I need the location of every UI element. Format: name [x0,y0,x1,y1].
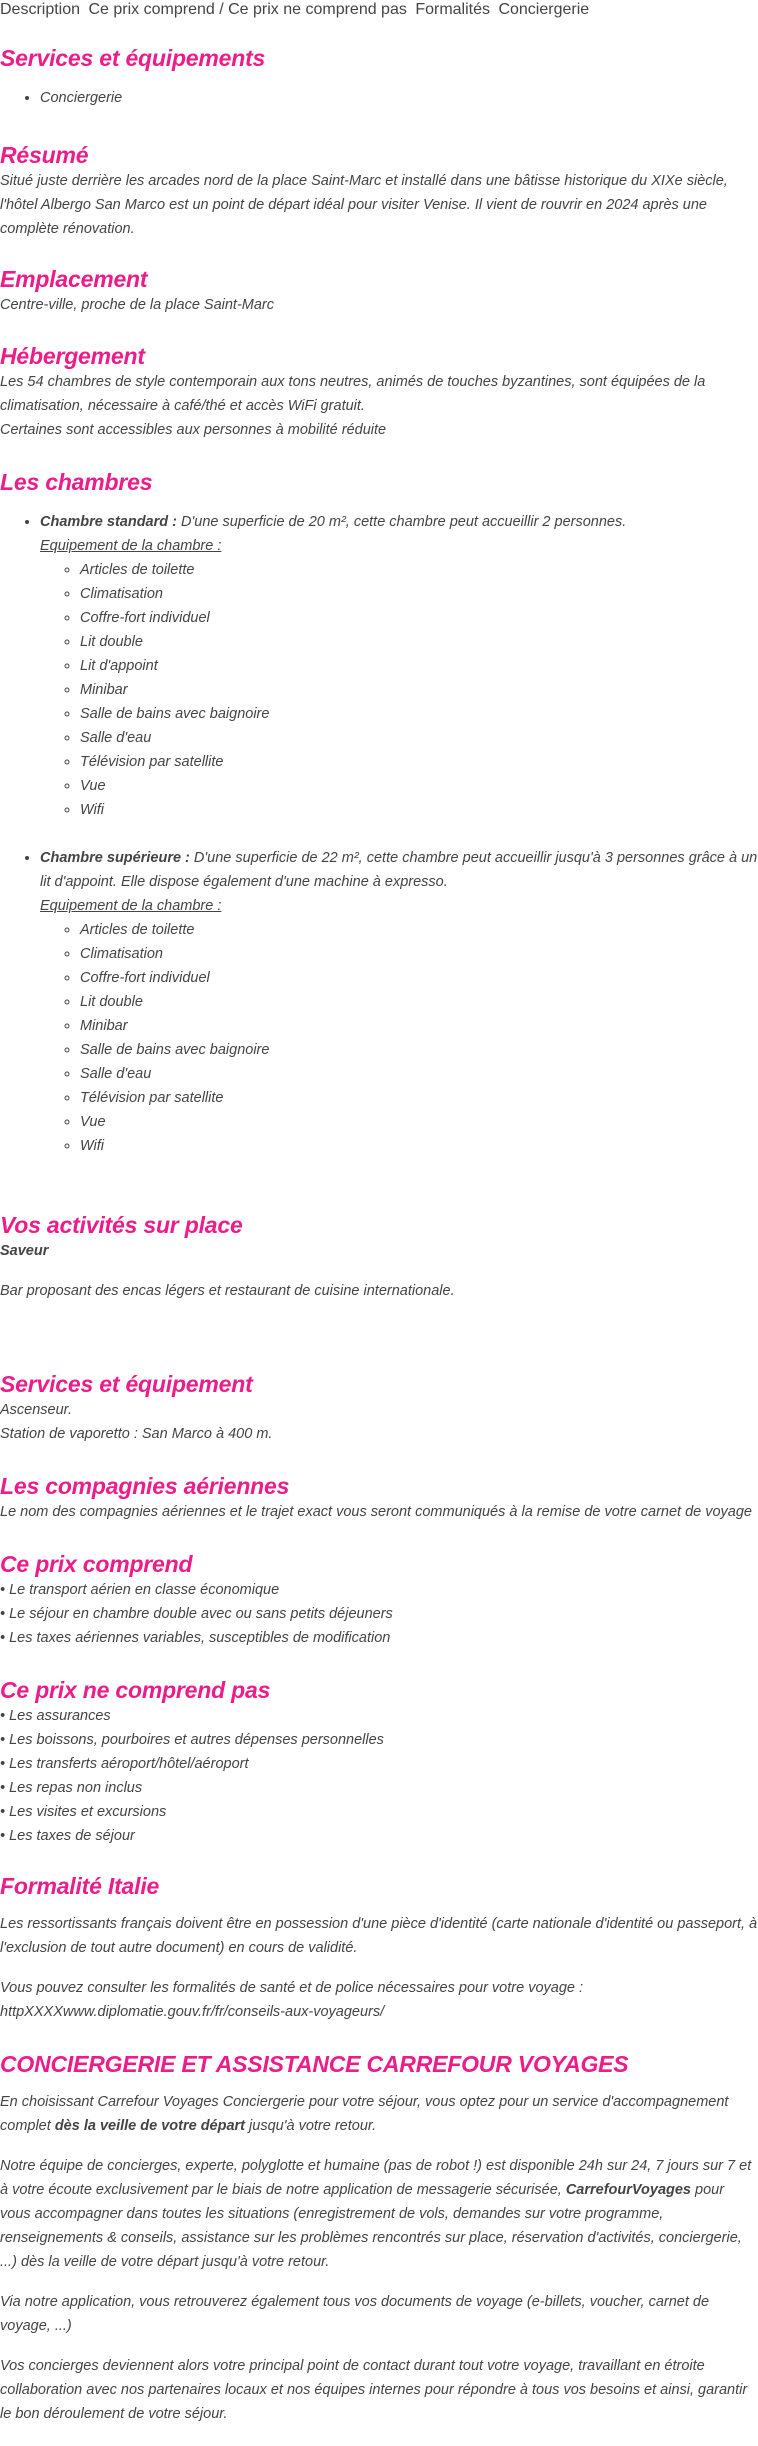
section-hebergement [0,342,758,442]
list-item: • Les transferts aéroport/hôtel/aéroport [0,1756,249,1772]
equipment-item: ◦ Climatisation [80,582,758,606]
equipment-item: ◦ Salle de bains avec baignoire [80,702,758,726]
section-resume [0,141,758,241]
equipment-item: ◦ Lit d'appoint [80,654,758,678]
section-title: Ce prix comprend [0,1551,193,1577]
section-emplacement [0,265,758,317]
nav-link-conciergerie[interactable]: Conciergerie [498,1,590,18]
section-title: Hébergement [0,343,145,369]
text-bold: dès la veille de votre départ [54,2118,246,2134]
text-span: jusqu'à votre retour. [245,2118,377,2134]
top-nav [0,0,758,20]
compagnies-text: Le nom des compagnies aériennes et le trajet exact vous seront communiqués à la remise de votre carnet de voyage [0,1504,752,1520]
room-name: Chambre supérieure : [40,850,190,866]
section-chambres [0,468,758,1158]
nav-link-formalites[interactable]: Formalités [415,1,490,18]
equipment-item: ◦ Coffre-fort individuel [80,606,758,630]
room-standard [40,510,758,822]
equipment-item: ◦ Salle de bains avec baignoire [80,1038,758,1062]
conciergerie-p4: Vos concierges deviennent alors votre principal point de contact durant tout votre voyage, travaillant en étroite collaboration avec nos partenaires locaux et nos équipes internes pour répondre à tous vos besoins et ainsi, garantir le bon déroulement de votre séjour. [0,2358,748,2422]
list-item: • Les assurances [0,1708,111,1724]
section-formalite [0,1872,758,2024]
equipment-item: ◦ Minibar [80,678,758,702]
activites-subtitle: Saveur [0,1243,49,1259]
conciergerie-p2 [0,2154,758,2274]
section-activites [0,1211,758,1303]
text-span: En choisissant Carrefour Voyages Conciergerie pour votre séjour, vous optez pour un service d'accompagnement complet [0,2094,729,2134]
section-services-equipements [0,44,758,110]
equipment-item: ◦ Articles de toilette [80,558,758,582]
equipment-item: ◦ Télévision par satellite [80,1086,758,1110]
section-title: Formalité Italie [0,1873,160,1899]
section-title: Résumé [0,142,89,168]
service-line: Ascenseur. [0,1402,72,1418]
equipment-item: ◦ Lit double [80,630,758,654]
activites-text: Bar proposant des encas légers et restaurant de cuisine internationale. [0,1283,455,1299]
text-span: pour vous accompagner dans toutes les situations (enregistrement de vols, demandes sur votre programme, renseignements & conseils, assistance sur les problèmes rencontrés sur place, réservation d'activités, conciergerie, ...) dès la veille de votre départ jusqu'à votre retour. [0,2182,742,2270]
equipment-item: ◦ Salle d'eau [80,726,758,750]
section-compagnies [0,1472,758,1524]
section-title: Services et équipements [0,45,266,71]
formalite-text-1: Les ressortissants français doivent être en possession d'une pièce d'identité (carte nationale d'identité ou passeport, à l'exclusion de tout autre document) en cours de validité. [0,1916,758,1956]
equipment-item: ◦ Wifi [80,798,758,822]
equipment-item: ◦ Coffre-fort individuel [80,966,758,990]
equipment-item: ◦ Articles de toilette [80,918,758,942]
equipment-item: ◦ Minibar [80,1014,758,1038]
hebergement-text-2: Certaines sont accessibles aux personnes à mobilité réduite [0,422,387,438]
equipment-item: ◦ Wifi [80,1134,758,1158]
equipment-item: ◦ Vue [80,774,758,798]
section-prix-ne-comprend [0,1676,758,1848]
resume-text: Situé juste derrière les arcades nord de la place Saint-Marc et installé dans une bâtisse historique du XIXe siècle, l'hôtel Albergo San Marco est un point de départ idéal pour visiter Venise. Il vient de rouvrir en 2024 après une complète rénovation. [0,173,728,237]
list-item: • Les boissons, pourboires et autres dépenses personnelles [0,1732,384,1748]
section-prix-comprend [0,1550,758,1650]
section-title: Services et équipement [0,1371,253,1397]
section-title: Ce prix ne comprend pas [0,1677,271,1703]
section-title: Les compagnies aériennes [0,1473,290,1499]
list-item: • Les taxes de séjour [0,1828,135,1844]
list-item: • Conciergerie [40,86,758,110]
section-title: CONCIERGERIE ET ASSISTANCE CARREFOUR VOYAGES [0,2051,629,2077]
equipment-item: ◦ Vue [80,1110,758,1134]
emplacement-text: Centre-ville, proche de la place Saint-Marc [0,297,275,313]
list-item: • Les visites et excursions [0,1804,167,1820]
text-bold: CarrefourVoyages [565,2182,691,2198]
list-item: • Les repas non inclus [0,1780,143,1796]
equipment-item: ◦ Salle d'eau [80,1062,758,1086]
list-item: • Le séjour en chambre double avec ou sans petits déjeuners [0,1606,393,1622]
hebergement-text-1: Les 54 chambres de style contemporain aux tons neutres, animés de touches byzantines, sont équipées de la climatisation, nécessaire à café/thé et accès WiFi gratuit. [0,374,706,414]
conciergerie-p3: Via notre application, vous retrouverez également tous vos documents de voyage (e-billets, voucher, carnet de voyage, ...) [0,2294,710,2334]
section-services-equipement [0,1370,758,1446]
room-superieure [40,846,758,1158]
list-item: • Le transport aérien en classe économique [0,1582,280,1598]
section-title: Emplacement [0,266,148,292]
equipment-item: ◦ Lit double [80,990,758,1014]
equipment-item: ◦ Climatisation [80,942,758,966]
equipment-label: Equipement de la chambre : [40,538,222,554]
equipment-label: Equipement de la chambre : [40,898,222,914]
service-line: Station de vaporetto : San Marco à 400 m. [0,1426,273,1442]
room-desc: D'une superficie de 20 m², cette chambre peut accueillir 2 personnes. [176,514,627,530]
equipment-item: ◦ Télévision par satellite [80,750,758,774]
nav-link-description[interactable]: Description [0,1,81,18]
section-conciergerie [0,2050,758,2426]
nav-link-prix[interactable]: Ce prix comprend / Ce prix ne comprend pas [88,1,407,18]
formalite-text-2: Vous pouvez consulter les formalités de santé et de police nécessaires pour votre voyage : httpXXXXwww.diplomatie.gouv.fr/fr/conseils-aux-voyageurs/ [0,1980,584,2020]
conciergerie-p1 [0,2090,758,2138]
text-span: Notre équipe de concierges, experte, polyglotte et humaine (pas de robot !) est disponible 24h sur 24, 7 jours sur 7 et à votre écoute exclusivement par le biais de notre application de messagerie sécurisée, [0,2158,752,2198]
section-title: Vos activités sur place [0,1212,243,1238]
room-name: Chambre standard : [40,514,177,530]
list-item: • Les taxes aériennes variables, susceptibles de modification [0,1630,391,1646]
room-desc: D'une superficie de 22 m², cette chambre peut accueillir jusqu'à 3 personnes grâce à un lit d'appoint. Elle dispose également d'une machine à expresso. [40,850,758,890]
section-title: Les chambres [0,469,153,495]
